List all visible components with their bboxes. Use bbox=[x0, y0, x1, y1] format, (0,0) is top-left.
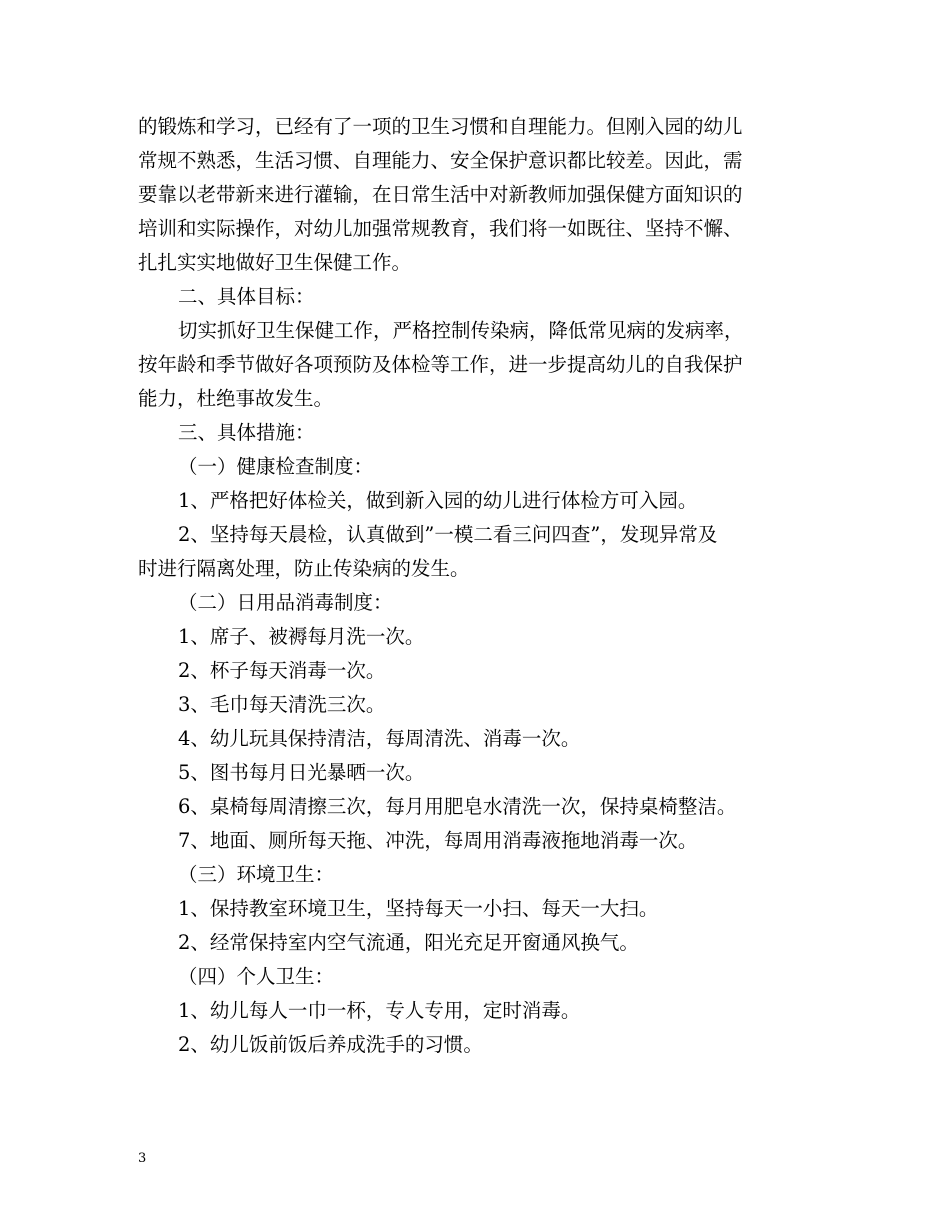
list-item: 2、经常保持室内空气流通，阳光充足开窗通风换气。 bbox=[178, 931, 639, 954]
text-line: 扎扎实实地做好卫生保健工作。 bbox=[138, 251, 412, 274]
page-number: 3 bbox=[138, 1151, 147, 1166]
text-line: 能力，杜绝事故发生。 bbox=[138, 387, 334, 410]
subsection-heading: （二）日用品消毒制度： bbox=[178, 591, 393, 614]
list-item: 6、桌椅每周清擦三次，每月用肥皂水清洗一次，保持桌椅整洁。 bbox=[178, 795, 737, 818]
text-line: 切实抓好卫生保健工作，严格控制传染病，降低常见病的发病率， bbox=[178, 319, 744, 342]
list-item: 2、杯子每天消毒一次。 bbox=[178, 659, 386, 682]
text-line: 的锻炼和学习，已经有了一项的卫生习惯和自理能力。但刚入园的幼儿 bbox=[138, 115, 743, 138]
list-item: 1、保持教室环境卫生，坚持每天一小扫、每天一大扫。 bbox=[178, 897, 659, 920]
list-item: 7、地面、厕所每天拖、冲洗，每周用消毒液拖地消毒一次。 bbox=[178, 829, 698, 852]
section-heading: 二、具体目标： bbox=[178, 285, 315, 308]
text-line: 培训和实际操作，对幼儿加强常规教育，我们将一如既往、坚持不懈、 bbox=[138, 217, 743, 240]
text-line: 时进行隔离处理，防止传染病的发生。 bbox=[138, 557, 470, 580]
section-heading: 三、具体措施： bbox=[178, 421, 315, 444]
text-line: 要靠以老带新来进行灌输，在日常生活中对新教师加强保健方面知识的 bbox=[138, 183, 743, 206]
text-line: 按年龄和季节做好各项预防及体检等工作，进一步提高幼儿的自我保护 bbox=[138, 353, 743, 376]
subsection-heading: （四）个人卫生： bbox=[178, 965, 335, 988]
list-item: 1、席子、被褥每月洗一次。 bbox=[178, 625, 425, 648]
list-item: 2、坚持每天晨检，认真做到”一模二看三问四查”，发现异常及 bbox=[178, 523, 718, 546]
list-item: 1、幼儿每人一巾一杯，专人专用，定时消毒。 bbox=[178, 999, 581, 1022]
list-item: 2、幼儿饭前饭后养成洗手的习惯。 bbox=[178, 1033, 483, 1056]
list-item: 1、严格把好体检关，做到新入园的幼儿进行体检方可入园。 bbox=[178, 489, 698, 512]
subsection-heading: （三）环境卫生： bbox=[178, 863, 335, 886]
text-line: 常规不熟悉，生活习惯、自理能力、安全保护意识都比较差。因此，需 bbox=[138, 149, 743, 172]
list-item: 5、图书每月日光暴晒一次。 bbox=[178, 761, 425, 784]
subsection-heading: （一）健康检查制度： bbox=[178, 455, 374, 478]
list-item: 4、幼儿玩具保持清洁，每周清洗、消毒一次。 bbox=[178, 727, 581, 750]
list-item: 3、毛巾每天清洗三次。 bbox=[178, 693, 386, 716]
